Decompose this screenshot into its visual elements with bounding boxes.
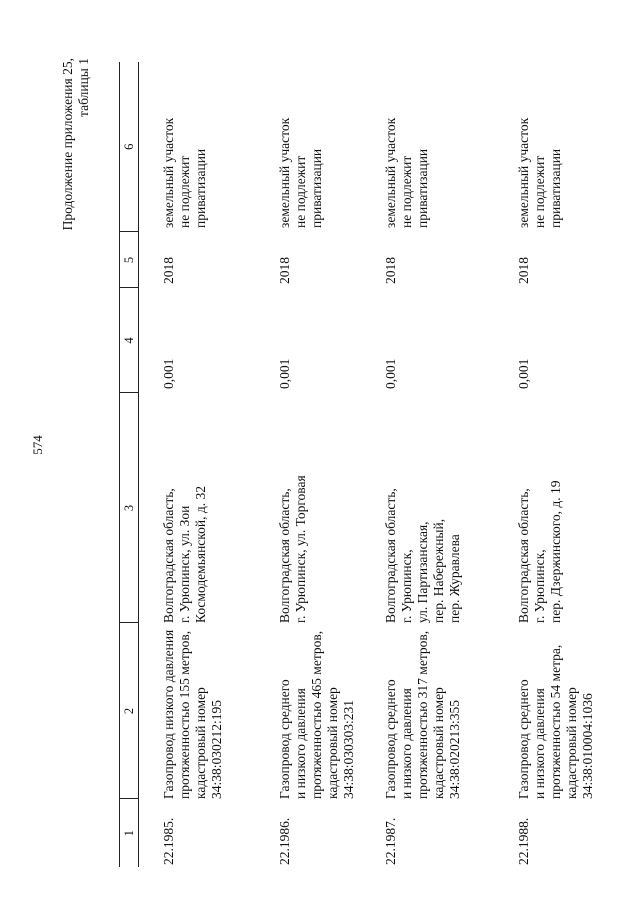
object-name-cell-line: кадастровый номер bbox=[325, 687, 340, 799]
table-row bbox=[159, 62, 255, 867]
object-name-cell-line: Газопровод среднего bbox=[277, 679, 292, 799]
object-name-cell-line: и низкого давления bbox=[293, 688, 308, 799]
object-name-cell bbox=[514, 623, 614, 799]
address-cell-line: Волгоградская область, bbox=[277, 488, 292, 623]
address-cell-line: ул. Партизанская, bbox=[415, 521, 430, 623]
column-header-6: 6 bbox=[120, 62, 139, 232]
address-cell-line: пер. Набережный, bbox=[431, 518, 446, 623]
table-body bbox=[139, 62, 615, 867]
object-name-cell-line: кадастровый номер bbox=[564, 687, 579, 799]
note-cell-line: не подлежит bbox=[532, 155, 547, 228]
property-table bbox=[119, 62, 614, 867]
object-name-cell-line: Газопровод среднего bbox=[383, 679, 398, 799]
object-name-cell bbox=[275, 623, 361, 799]
note-cell bbox=[381, 62, 494, 232]
object-name-cell-line: 34:38:010004:1036 bbox=[580, 693, 595, 799]
table-row bbox=[381, 62, 494, 867]
note-cell-line: земельный участок bbox=[161, 117, 176, 228]
address-cell bbox=[159, 393, 255, 623]
address-cell bbox=[381, 393, 494, 623]
note-cell-line: земельный участок bbox=[383, 117, 398, 228]
object-name-cell-line: Газопровод низкого давления bbox=[161, 629, 176, 799]
header-row bbox=[120, 62, 139, 867]
caption-line-2: таблицы 1 bbox=[76, 58, 91, 117]
column-header-4: 4 bbox=[120, 288, 139, 393]
row-gap bbox=[139, 62, 160, 867]
row-number-cell: 22.1987. bbox=[383, 817, 398, 865]
note-cell bbox=[275, 62, 361, 232]
area-cell: 0,001 bbox=[161, 358, 176, 389]
address-cell bbox=[275, 393, 361, 623]
address-cell-line: г. Урюпинск, bbox=[532, 549, 547, 623]
row-gap-cell bbox=[361, 62, 381, 867]
note-cell-line: земельный участок bbox=[516, 117, 531, 228]
address-cell-line: Волгоградская область, bbox=[161, 488, 176, 623]
object-name-cell-line: протяженностью 155 метров, bbox=[177, 630, 192, 799]
caption-line-1: Продолжение приложения 25, bbox=[60, 58, 75, 231]
object-name-cell-line: и низкого давления bbox=[532, 688, 547, 799]
object-name-cell-line: протяженностью 54 метра, bbox=[548, 644, 563, 799]
row-gap bbox=[361, 62, 381, 867]
column-header-5: 5 bbox=[120, 232, 139, 288]
object-name-cell-line: 34:38:030212:195 bbox=[209, 699, 224, 799]
object-name-cell-line: 34:38:030303:231 bbox=[341, 699, 356, 799]
column-header-1: 1 bbox=[120, 799, 139, 867]
row-number-cell: 22.1988. bbox=[516, 817, 531, 865]
row-number-cell: 22.1986. bbox=[277, 817, 292, 865]
object-name-cell-line: кадастровый номер bbox=[193, 687, 208, 799]
object-name-cell-line: 34:38:020213:355 bbox=[447, 699, 462, 799]
note-cell-line: приватизации bbox=[548, 148, 563, 228]
note-cell-line: земельный участок bbox=[277, 117, 292, 228]
year-cell: 2018 bbox=[161, 257, 176, 284]
row-gap-cell bbox=[494, 62, 514, 867]
row-gap bbox=[494, 62, 514, 867]
area-cell: 0,001 bbox=[383, 358, 398, 389]
address-cell-line: Космодемьянской, д. 32 bbox=[193, 485, 208, 623]
table-caption bbox=[60, 58, 92, 230]
object-name-cell bbox=[159, 623, 255, 799]
year-cell: 2018 bbox=[516, 257, 531, 284]
address-cell-line: пер. Дзержинского, д. 19 bbox=[548, 480, 563, 623]
page-number: 574 bbox=[30, 435, 45, 455]
object-name-cell-line: протяженностью 317 метров, bbox=[415, 630, 430, 799]
row-gap bbox=[255, 62, 275, 867]
object-name-cell-line: кадастровый номер bbox=[431, 687, 446, 799]
address-cell-line: г. Урюпинск, bbox=[399, 549, 414, 623]
table-row bbox=[275, 62, 361, 867]
column-header-2: 2 bbox=[120, 623, 139, 799]
object-name-cell-line: Газопровод среднего bbox=[516, 679, 531, 799]
column-header-3: 3 bbox=[120, 393, 139, 623]
note-cell bbox=[159, 62, 255, 232]
note-cell-line: не подлежит bbox=[177, 155, 192, 228]
year-cell: 2018 bbox=[383, 257, 398, 284]
address-cell-line: г. Урюпинск, ул. Зои bbox=[177, 505, 192, 623]
note-cell-line: приватизации bbox=[309, 148, 324, 228]
row-number-cell: 22.1985. bbox=[161, 817, 176, 865]
address-cell-line: Волгоградская область, bbox=[516, 488, 531, 623]
address-cell bbox=[514, 393, 614, 623]
row-gap-cell bbox=[255, 62, 275, 867]
area-cell: 0,001 bbox=[277, 358, 292, 389]
table-row bbox=[514, 62, 614, 867]
object-name-cell-line: и низкого давления bbox=[399, 688, 414, 799]
address-cell-line: пер. Журавлева bbox=[447, 534, 462, 623]
row-gap-cell bbox=[139, 62, 160, 867]
note-cell-line: не подлежит bbox=[293, 155, 308, 228]
note-cell-line: приватизации bbox=[415, 148, 430, 228]
object-name-cell bbox=[381, 623, 494, 799]
note-cell-line: приватизации bbox=[193, 148, 208, 228]
year-cell: 2018 bbox=[277, 257, 292, 284]
note-cell-line: не подлежит bbox=[399, 155, 414, 228]
address-cell-line: Волгоградская область, bbox=[383, 488, 398, 623]
address-cell-line: г. Урюпинск, ул. Торговая bbox=[293, 475, 308, 623]
object-name-cell-line: протяженностью 465 метров, bbox=[309, 630, 324, 799]
area-cell: 0,001 bbox=[516, 358, 531, 389]
note-cell bbox=[514, 62, 614, 232]
